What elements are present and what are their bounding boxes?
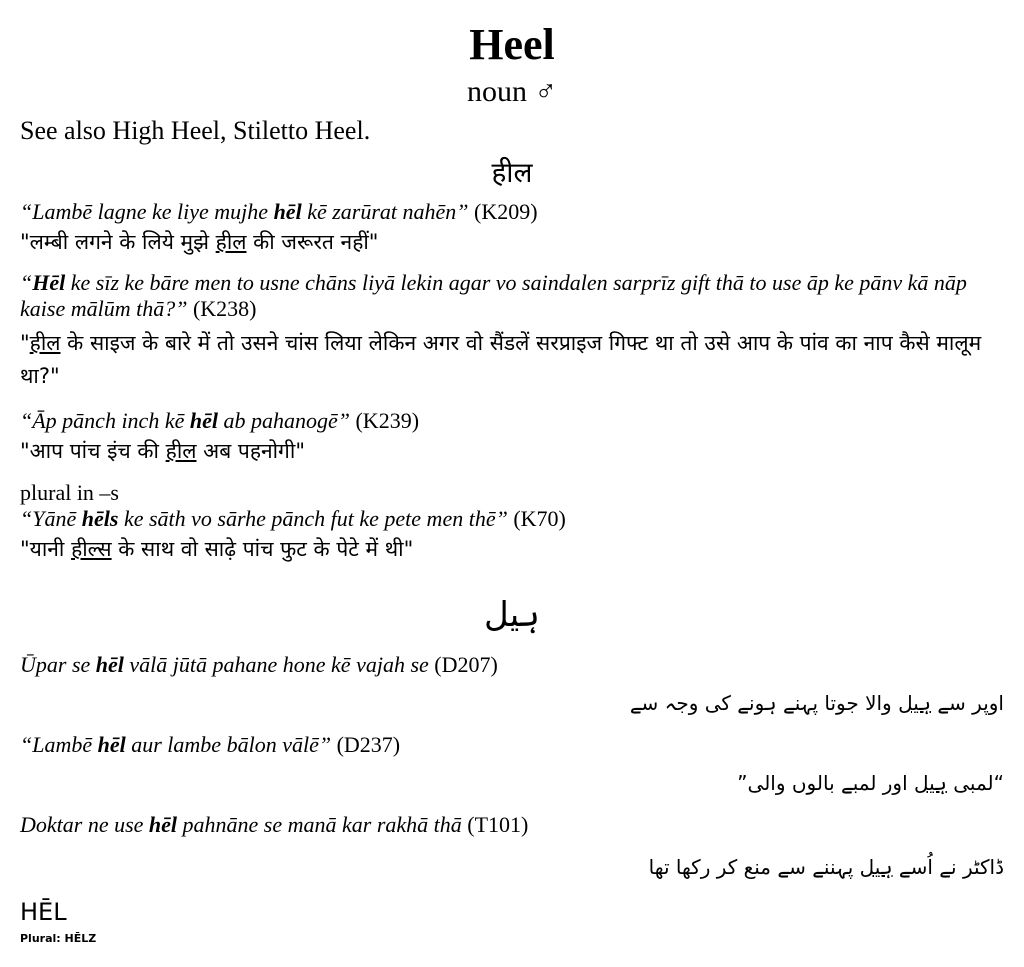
plural-note: plural in –s: [20, 480, 119, 505]
example-romanized: Doktar ne use hēl pahnāne se manā kar rakhā thā (T101): [20, 812, 529, 837]
example-devanagari: "यानी हील्स के साथ वो साढ़े पांच फुट के पेटे में थी": [20, 537, 414, 561]
urdu-heading: ہیل: [484, 595, 540, 635]
example-devanagari: "लम्बी लगने के लिये मुझे हील की जरूरत नहीं": [20, 230, 379, 254]
example-urdu: “لمبی ہیل اور لمبے بالوں والی”: [737, 771, 1004, 795]
see-also: See also High Heel, Stiletto Heel.: [20, 116, 371, 145]
pronunciation: HĒL: [20, 898, 67, 926]
example-urdu: اوپر سے ہیل والا جوتا پہنے ہونے کی وجہ سے: [629, 691, 1004, 715]
headword: Heel: [469, 20, 555, 69]
example-romanized: “Āp pānch inch kē hēl ab pahanogē” (K239): [20, 408, 420, 433]
example-romanized: “Yānē hēls ke sāth vo sārhe pānch fut ke pete men thē” (K70): [20, 506, 566, 531]
plural-pronunciation: Plural: HĒLZ: [20, 932, 97, 945]
hindi-heading: हील: [491, 156, 533, 189]
example-romanized: Ūpar se hēl vālā jūtā pahane hone kē vajah se (D207): [20, 652, 498, 677]
example-romanized: “Lambē lagne ke liye mujhe hēl kē zarūrat nahēn” (K209): [20, 199, 538, 224]
part-of-speech: noun ♂: [467, 75, 557, 108]
example-urdu: ڈاکٹر نے اُسے ہیل پہننے سے منع کر رکھا تھا: [648, 855, 1004, 879]
example-romanized: “Lambē hēl aur lambe bālon vālē” (D237): [20, 732, 401, 757]
example-devanagari: "आप पांच इंच की हील अब पहनोगी": [20, 439, 305, 463]
example-devanagari: "हील के साइज के बारे में तो उसने चांस लिया लेकिन अगर वो सैंडलें सरप्राइज गिफ्ट था तो उसे आप के पांव का नाप कैसे मालूम था?": [20, 331, 982, 388]
example-romanized: “Hēl ke sīz ke bāre men to usne chāns liyā lekin agar vo saindalen sarprīz gift thā to use āp ke pānv kā nāp kaise mālūm thā?” (K238): [20, 270, 967, 321]
